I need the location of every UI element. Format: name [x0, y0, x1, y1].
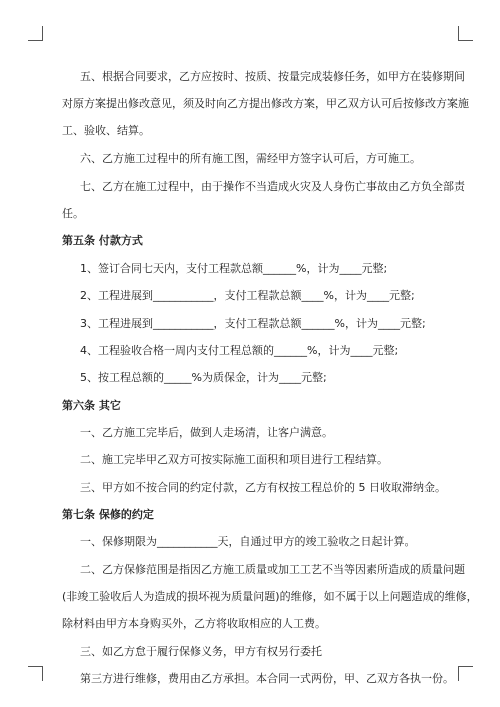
section-5-heading: 第五条 付款方式: [62, 234, 143, 247]
clause-5-line-1: 五、根据合同要求，乙方应按时、按质、按量完成装修任务，如甲方在装修期间: [80, 70, 465, 83]
warranty-item-1: 一、保修期限为___________天，自通过甲方的竣工验收之日起计算。: [80, 535, 416, 548]
other-item-1: 一、乙方施工完毕后，做到人走场清，让客户满意。: [80, 426, 333, 439]
warranty-item-2-line-1: 二、乙方保修范围是指因乙方施工质量或加工工艺不当等因素所造成的质量问题: [80, 563, 465, 576]
payment-item-2: 2、工程进展到___________，支付工程款总额____%，计为____元整;: [80, 289, 415, 302]
warranty-item-2-line-3: 除材料由甲方本身购买外，乙方将收取相应的人工费。: [62, 617, 326, 630]
other-item-2: 二、施工完毕甲乙双方可按实际施工面积和项目进行工程结算。: [80, 453, 388, 466]
crop-mark-top-right: [458, 26, 473, 41]
crop-mark-top-left: [28, 26, 43, 41]
warranty-item-2-line-2: (非竣工验收后人为造成的损坏视为质量问题)的维修，如不属于以上问题造成的维修，: [62, 590, 478, 603]
payment-item-1: 1、签订合同七天内，支付工程款总额______%，计为____元整;: [80, 262, 388, 275]
clause-5-line-3: 工、验收、结算。: [62, 124, 150, 137]
section-7-heading: 第七条 保修的约定: [62, 508, 154, 521]
warranty-item-3-line-2: 第三方进行维修，费用由乙方承担。本合同一式两份，甲、乙双方各执一份。: [80, 672, 454, 685]
section-6-heading: 第六条 其它: [62, 399, 121, 412]
clause-7-line-2: 任。: [62, 207, 84, 220]
other-item-3: 三、甲方如不按合同的约定付款，乙方有权按工程总价的 5 日收取滞纳金。: [80, 481, 446, 494]
crop-mark-bottom-left: [28, 666, 43, 681]
clause-6-line: 六、乙方施工过程中的所有施工图，需经甲方签字认可后，方可施工。: [80, 152, 421, 165]
crop-mark-bottom-right: [458, 666, 473, 681]
payment-item-3: 3、工程进展到___________，支付工程款总额______%，计为____元整;: [80, 317, 426, 330]
clause-5-line-2: 对原方案提出修改意见，须及时向乙方提出修改方案，甲乙双方认可后按修改方案施: [62, 97, 469, 110]
clause-7-line-1: 七、乙方在施工过程中，由于操作不当造成火灾及人身伤亡事故由乙方负全部责: [80, 180, 465, 193]
warranty-item-3-line-1: 三、如乙方怠于履行保修义务，甲方有权另行委托: [80, 645, 322, 658]
payment-item-4: 4、工程验收合格一周内支付工程总额的______%，计为____元整;: [80, 344, 399, 357]
payment-item-5: 5、按工程总额的_____%为质保金，计为____元整;: [80, 371, 327, 384]
